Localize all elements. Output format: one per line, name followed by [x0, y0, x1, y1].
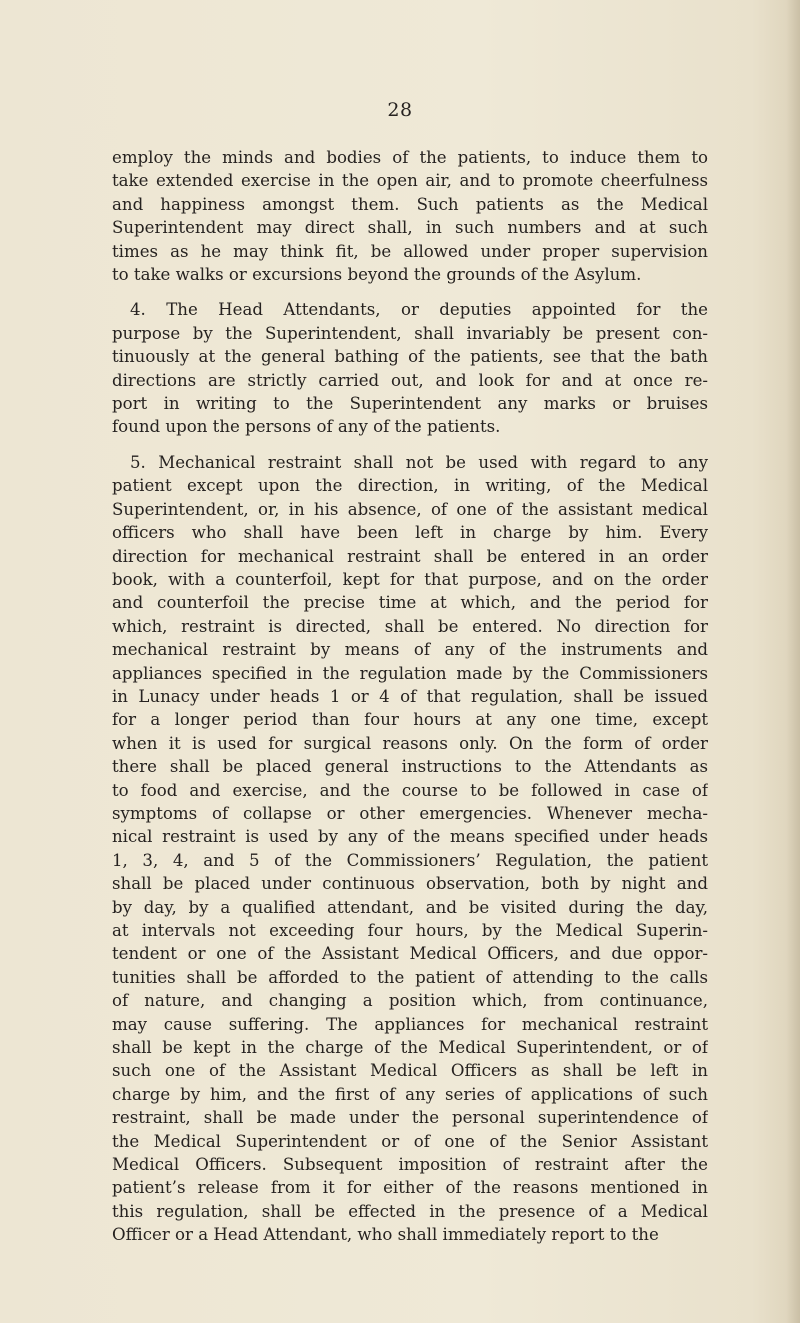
text-line: employ the minds and bodies of the patients, to induce them to: [112, 148, 708, 167]
text-line: mechanical restraint by means of any of the instruments and: [112, 640, 708, 660]
text-line: may cause suffering. The appliances for mechanical restraint: [112, 1014, 708, 1034]
page-edge-shadow: [786, 0, 800, 1323]
paragraph-4-bathing: [112, 298, 708, 438]
text-line: times as he may think fit, be allowed under proper supervision: [112, 241, 708, 261]
text-line: charge by him, and the first of any series of applications of such: [112, 1084, 708, 1104]
text-line: by day, by a qualified attendant, and be visited during the day,: [112, 897, 708, 917]
text-line: appliances specified in the regulation made by the Commissioners: [112, 663, 708, 683]
text-line: tendent or one of the Assistant Medical Officers, and due oppor-: [112, 944, 708, 964]
text-line: 4. The Head Attendants, or deputies appointed for the: [130, 300, 708, 320]
text-line: which, restraint is directed, shall be entered. No direction for: [112, 616, 708, 636]
text-line: the Medical Superintendent or of one of the Senior Assistant: [112, 1131, 708, 1151]
text-line: symptoms of collapse or other emergencies. Whenever mecha-: [112, 803, 708, 823]
text-line: Officer or a Head Attendant, who shall immediately report to the: [112, 1225, 659, 1245]
text-line: patient’s release from it for either of the reasons mentioned in: [112, 1178, 708, 1198]
text-line: shall be kept in the charge of the Medical Superintendent, or of: [112, 1038, 708, 1058]
text-line: 5. Mechanical restraint shall not be used with regard to any: [130, 452, 708, 472]
paragraph-5-mechanical-restraint: [112, 451, 708, 1247]
text-line: tunities shall be afforded to the patient of attending to the calls: [112, 967, 708, 987]
text-line: 1, 3, 4, and 5 of the Commissioners’ Regulation, the patient: [112, 850, 708, 870]
text-line: and happiness amongst them. Such patients as the Medical: [112, 194, 708, 214]
text-line: tinuously at the general bathing of the patients, see that the bath: [112, 347, 708, 367]
text-line: port in writing to the Superintendent any marks or bruises: [112, 394, 708, 414]
text-line: Medical Officers. Subsequent imposition of restraint after the: [112, 1155, 708, 1175]
text-line: to take walks or excursions beyond the grounds of the Asylum.: [112, 265, 642, 285]
text-line: nical restraint is used by any of the means specified under heads: [112, 827, 708, 847]
text-line: officers who shall have been left in charge by him. Every: [112, 523, 708, 543]
text-line: when it is used for surgical reasons only. On the form of order: [112, 733, 708, 753]
paragraph-exercise: [112, 146, 708, 286]
text-line: shall be placed under continuous observation, both by night and: [112, 874, 708, 894]
text-line: Superintendent, or, in his absence, of one of the assistant medical: [112, 499, 708, 519]
text-line: this regulation, shall be effected in the presence of a Medical: [112, 1201, 708, 1221]
text-line: restraint, shall be made under the personal superintendence of: [112, 1108, 708, 1128]
text-line: patient except upon the direction, in writing, of the Medical: [112, 476, 708, 496]
text-line: such one of the Assistant Medical Officers as shall be left in: [112, 1061, 708, 1081]
text-line: there shall be placed general instructions to the Attendants as: [112, 757, 708, 777]
text-line: book, with a counterfoil, kept for that purpose, and on the order: [112, 569, 708, 589]
text-line: of nature, and changing a position which, from continuance,: [112, 991, 708, 1011]
text-line: in Lunacy under heads 1 or 4 of that regulation, shall be issued: [112, 686, 708, 706]
text-line: and counterfoil the precise time at which, and the period for: [112, 593, 708, 613]
text-line: directions are strictly carried out, and look for and at once re-: [112, 370, 708, 390]
text-line: direction for mechanical restraint shall be entered in an order: [112, 546, 708, 566]
page-number: 28: [387, 99, 413, 121]
text-line: Superintendent may direct shall, in such numbers and at such: [112, 218, 708, 238]
text-line: purpose by the Superintendent, shall invariably be present con-: [112, 323, 708, 343]
text-line: for a longer period than four hours at any one time, except: [112, 710, 708, 730]
text-line: found upon the persons of any of the patients.: [112, 417, 501, 437]
text-line: take extended exercise in the open air, and to promote cheerfulness: [112, 171, 708, 191]
text-line: to food and exercise, and the course to be followed in case of: [112, 780, 708, 800]
body-text: [112, 146, 708, 1259]
text-line: at intervals not exceeding four hours, by the Medical Superin-: [112, 921, 708, 940]
